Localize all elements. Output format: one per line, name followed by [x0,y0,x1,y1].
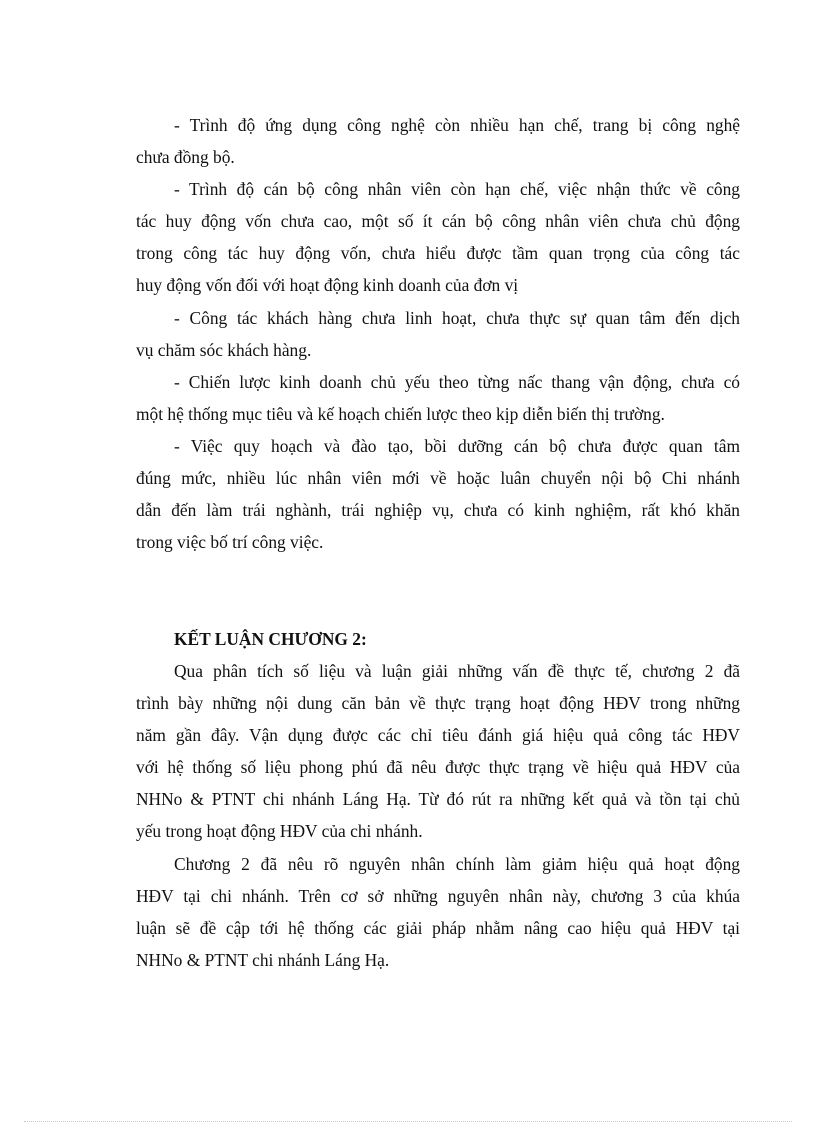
paragraph-line: Qua phân tích số liệu và luận giải những vấn đề thực tế, chương 2 đã [174,661,740,681]
paragraph-line: đúng mức, nhiều lúc nhân viên mới về hoặc luân chuyển nội bộ Chi nhánh [136,468,740,488]
paragraph-line: năm gần đây. Vận dụng được các chỉ tiêu đánh giá hiệu quả công tác HĐV [136,725,740,745]
paragraph-line: Chương 2 đã nêu rõ nguyên nhân chính làm giảm hiệu quả hoạt động [174,854,740,874]
paragraph-line: - Trình độ cán bộ công nhân viên còn hạn chế, việc nhận thức về công [174,179,740,199]
paragraph-line: trình bày những nội dung căn bản về thực trạng hoạt động HĐV trong những [136,693,740,713]
paragraph-line: HĐV tại chi nhánh. Trên cơ sở những nguyên nhân này, chương 3 của khúa [136,886,740,906]
paragraph-line: - Chiến lược kinh doanh chủ yếu theo từng nấc thang vận động, chưa có [174,372,740,392]
paragraph-line: luận sẽ đề cập tới hệ thống các giải pháp nhằm nâng cao hiệu quả HĐV tại [136,918,740,938]
paragraph-line: NHNo & PTNT chi nhánh Láng Hạ. Từ đó rút ra những kết quả và tồn tại chủ [136,789,740,809]
paragraph-line: vụ chăm sóc khách hàng. [136,340,312,360]
paragraph-line: - Trình độ ứng dụng công nghệ còn nhiều hạn chế, trang bị công nghệ [174,115,740,135]
paragraph-line: chưa đồng bộ. [136,147,235,167]
paragraph-line: tác huy động vốn chưa cao, một số ít cán bộ công nhân viên chưa chủ động [136,211,740,231]
paragraph-line: NHNo & PTNT chi nhánh Láng Hạ. [136,950,390,970]
paragraph-line: một hệ thống mục tiêu và kế hoạch chiến lược theo kịp diễn biến thị trường. [136,404,665,424]
paragraph-line: - Việc quy hoạch và đào tạo, bồi dưỡng cán bộ chưa được quan tâm [174,436,740,456]
paragraph-line: huy động vốn đối với hoạt động kinh doanh của đơn vị [136,275,519,295]
paragraph-line: dẫn đến làm trái nghành, trái nghiệp vụ, chưa có kinh nghiệm, rất khó khăn [136,500,740,520]
section-heading: KẾT LUẬN CHƯƠNG 2: [174,629,367,649]
paragraph-line: trong công tác huy động vốn, chưa hiểu được tầm quan trọng của công tác [136,243,740,263]
paragraph-line: yếu trong hoạt động HĐV của chi nhánh. [136,821,423,841]
paragraph-line: trong việc bố trí công việc. [136,532,324,552]
paragraph-line: với hệ thống số liệu phong phú đã nêu được thực trạng về hiệu quả HĐV của [136,757,740,777]
page-bottom-rule [24,1121,792,1122]
paragraph-line: - Công tác khách hàng chưa linh hoạt, chưa thực sự quan tâm đến dịch [174,308,740,328]
